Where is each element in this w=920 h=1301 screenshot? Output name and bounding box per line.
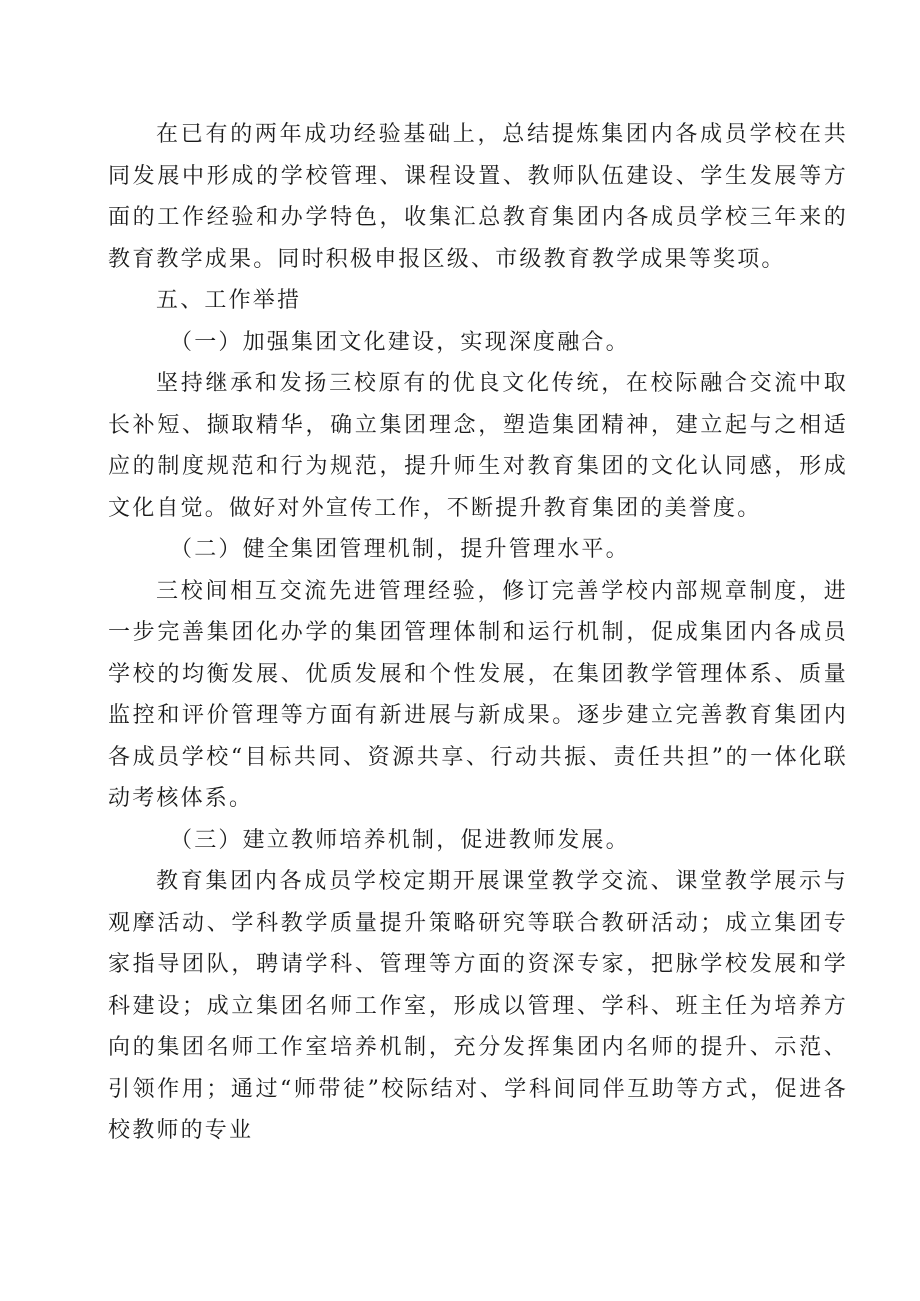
subheading-culture-building: （一）加强集团文化建设，实现深度融合。 <box>170 329 630 355</box>
paragraph-management-mechanism: 三校间相互交流先进管理经验，修订完善学校内部规章制度，进一步完善集团化办学的集团管理体制和运行机制，促成集团内各成员学校的均衡发展、优质发展和个性发展，在集团教学管理体系、质量监控和评价管理等方面有新进展与新成果。逐步建立完善教育集团内各成员学校“目标共同、资源共享、行动共振、责任共担”的一体化联动考核体系。 <box>108 578 848 811</box>
subheading-teacher-training: （三）建立教师培养机制，促进教师发展。 <box>170 827 630 853</box>
document-body <box>108 114 848 1152</box>
subheading-management-mechanism: （二）健全集团管理机制，提升管理水平。 <box>170 537 630 562</box>
paragraph-teacher-training: 教育集团内各成员学校定期开展课堂教学交流、课堂教学展示与观摩活动、学科教学质量提升策略研究等联合教研活动；成立集团专家指导团队，聘请学科、管理等方面的资深专家，把脉学校发展和学科建设；成立集团名师工作室，形成以管理、学科、班主任为培养方向的集团名师工作室培养机制，充分发挥集团内名师的提升、示范、引领作用；通过“师带徒”校际结对、学科间同伴互助等方式，促进各校教师的专业 <box>108 869 848 1143</box>
paragraph-culture-building: 坚持继承和发扬三校原有的优良文化传统，在校际融合交流中取长补短、撷取精华，确立集团理念，塑造集团精神，建立起与之相适应的制度规范和行为规范，提升师生对教育集团的文化认同感，形成文化自觉。做好对外宣传工作，不断提升教育集团的美誉度。 <box>108 371 848 521</box>
paragraph-summary-results: 在已有的两年成功经验基础上，总结提炼集团内各成员学校在共同发展中形成的学校管理、课程设置、教师队伍建设、学生发展等方面的工作经验和办学特色，收集汇总教育集团内各成员学校三年来的教育教学成果。同时积极申报区级、市级教育教学成果等奖项。 <box>108 122 848 272</box>
section-heading-work-measures: 五、工作举措 <box>156 288 302 313</box>
